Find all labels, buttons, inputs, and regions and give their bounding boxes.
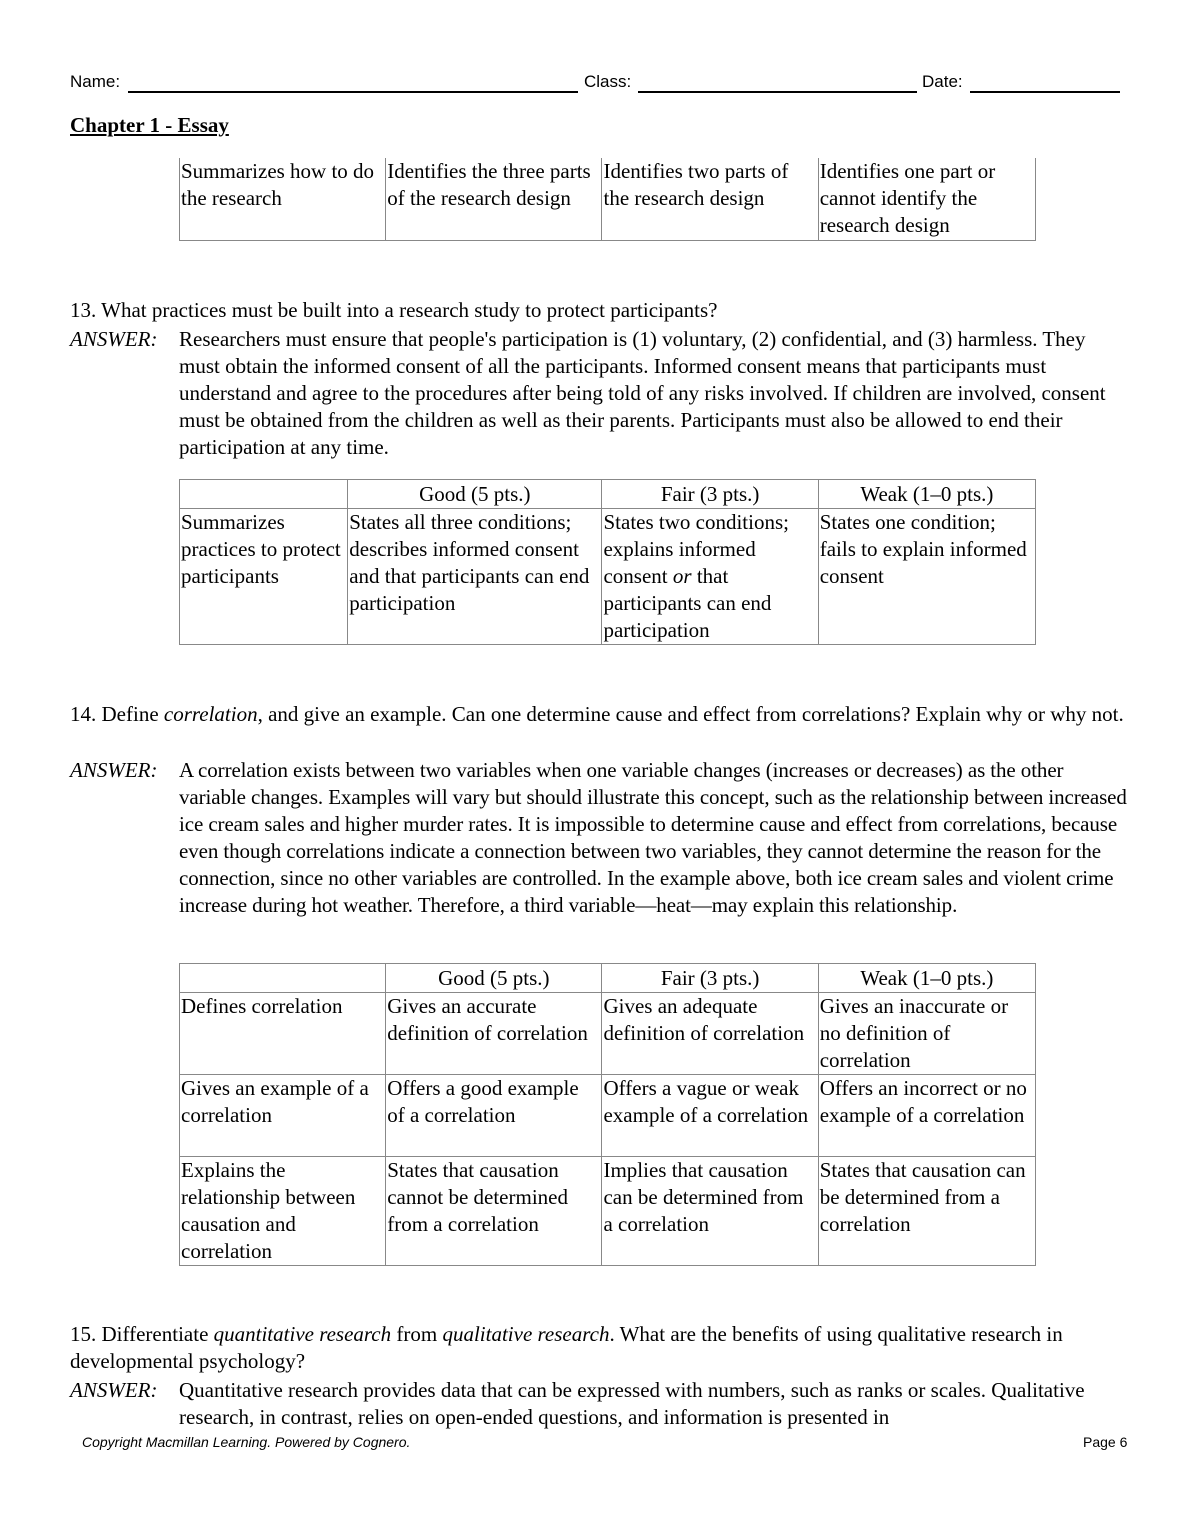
rubric-header-weak: Weak (1–0 pts.)	[818, 964, 1035, 993]
rubric-weak: Gives an inaccurate or no definition of correlation	[818, 993, 1035, 1075]
rubric-header-good: Good (5 pts.)	[348, 480, 602, 509]
rubric-header-blank	[180, 964, 386, 993]
rubric-header-row	[180, 480, 1036, 509]
date-field-line[interactable]	[970, 91, 1120, 93]
name-field-line[interactable]	[128, 91, 578, 93]
rubric-weak: Offers an incorrect or no example of a correlation	[818, 1075, 1035, 1157]
question-term: correlation	[163, 702, 258, 726]
rubric-good: Offers a good example of a correlation	[386, 1075, 602, 1157]
rubric-header-blank	[180, 480, 348, 509]
rubric-fair: Gives an adequate definition of correlation	[602, 993, 818, 1075]
chapter-title: Chapter 1 - Essay	[70, 113, 229, 137]
question-text-post: , and give an example. Can one determine cause and effect from correlations? Explain why or why not.	[257, 702, 1124, 726]
rubric-criterion: Gives an example of a correlation	[180, 1075, 386, 1157]
rubric-header-fair: Fair (3 pts.)	[602, 480, 818, 509]
answer-label: ANSWER:	[70, 1378, 158, 1402]
question-term-1: quantitative research	[213, 1322, 392, 1346]
rubric-header-weak: Weak (1–0 pts.)	[818, 480, 1035, 509]
rubric-table-q14	[179, 963, 1036, 1266]
question-text-3: . What are the benefits of using qualitative research in developmental psychology?	[70, 1322, 1063, 1373]
question-text-pre: 14. Define	[70, 702, 164, 726]
rubric-fair-text-pre: States two conditions; explains informed consent	[603, 510, 789, 588]
question-term-2: qualitative research	[442, 1322, 610, 1346]
rubric-good: Identifies the three parts of the research design	[386, 158, 602, 240]
rubric-fair: Identifies two parts of the research design	[602, 158, 818, 240]
rubric-good: Gives an accurate definition of correlation	[386, 993, 602, 1075]
footer-copyright: Copyright Macmillan Learning. Powered by Cognero.	[82, 1434, 411, 1450]
rubric-good: States that causation cannot be determined from a correlation	[386, 1157, 602, 1266]
footer-page-number: Page 6	[1083, 1434, 1128, 1450]
answer-14	[70, 757, 1130, 919]
answer-15	[70, 1377, 1090, 1431]
rubric-table-q13	[179, 479, 1036, 645]
answer-13	[70, 326, 1130, 461]
answer-label: ANSWER:	[70, 758, 158, 782]
rubric-weak: States one condition; fails to explain informed consent	[818, 509, 1035, 645]
rubric-fair-emphasis: or	[672, 564, 692, 588]
table-row	[180, 993, 1036, 1075]
question-15	[70, 1321, 1125, 1375]
rubric-header-good: Good (5 pts.)	[386, 964, 602, 993]
student-info-header	[70, 70, 1120, 96]
rubric-weak: Identifies one part or cannot identify the research design	[818, 158, 1035, 240]
rubric-header-fair: Fair (3 pts.)	[602, 964, 818, 993]
rubric-table-research-design	[179, 158, 1036, 241]
table-row	[180, 1157, 1036, 1266]
rubric-fair	[602, 509, 818, 645]
table-row	[180, 509, 1036, 645]
table-row	[180, 1075, 1036, 1157]
rubric-criterion: Defines correlation	[180, 993, 386, 1075]
class-field-line[interactable]	[638, 91, 917, 93]
rubric-fair: Offers a vague or weak example of a correlation	[602, 1075, 818, 1157]
table-row	[180, 158, 1036, 240]
question-text-1: 15. Differentiate	[70, 1322, 214, 1346]
rubric-weak: States that causation can be determined from a correlation	[818, 1157, 1035, 1266]
rubric-good: States all three conditions; describes informed consent and that participants can end participation	[348, 509, 602, 645]
answer-text: A correlation exists between two variables when one variable changes (increases or decreases) as the other variable changes. Examples will vary but should illustrate this concept, such as the relationship between increased ice cream sales and higher murder rates. It is impossible to determine cause and effect from correlations, because even though correlations indicate a connection between two variables, they cannot determine the reason for the connection, since no other variables are controlled. In the example above, both ice cream sales and violent crime increase during hot weather. Therefore, a third variable—heat—may explain this relationship.	[179, 758, 1127, 917]
question-14	[70, 701, 1125, 728]
answer-text: Researchers must ensure that people's participation is (1) voluntary, (2) confidential, and (3) harmless. They must obtain the informed consent of all the participants. Informed consent means that participants must understand and agree to the procedures after being told of any risks involved. If children are involved, consent must be obtained from the children as well as their parents. Participants must also be allowed to end their participation at any time.	[179, 327, 1106, 459]
class-label: Class:	[584, 72, 632, 91]
rubric-header-row	[180, 964, 1036, 993]
rubric-fair-text-post: that participants can end participation	[603, 564, 772, 642]
question-text-2: from	[391, 1322, 443, 1346]
rubric-criterion: Summarizes how to do the research	[180, 158, 386, 240]
answer-text: Quantitative research provides data that can be expressed with numbers, such as ranks or scales. Qualitative research, in contrast, relies on open-ended questions, and information is presented in	[179, 1378, 1085, 1429]
rubric-fair: Implies that causation can be determined from a correlation	[602, 1157, 818, 1266]
rubric-criterion: Summarizes practices to protect participants	[180, 509, 348, 645]
answer-label: ANSWER:	[70, 327, 158, 351]
rubric-criterion: Explains the relationship between causation and correlation	[180, 1157, 386, 1266]
question-13: 13. What practices must be built into a research study to protect participants?	[70, 298, 718, 322]
name-label: Name:	[70, 72, 121, 91]
date-label: Date:	[922, 72, 963, 91]
